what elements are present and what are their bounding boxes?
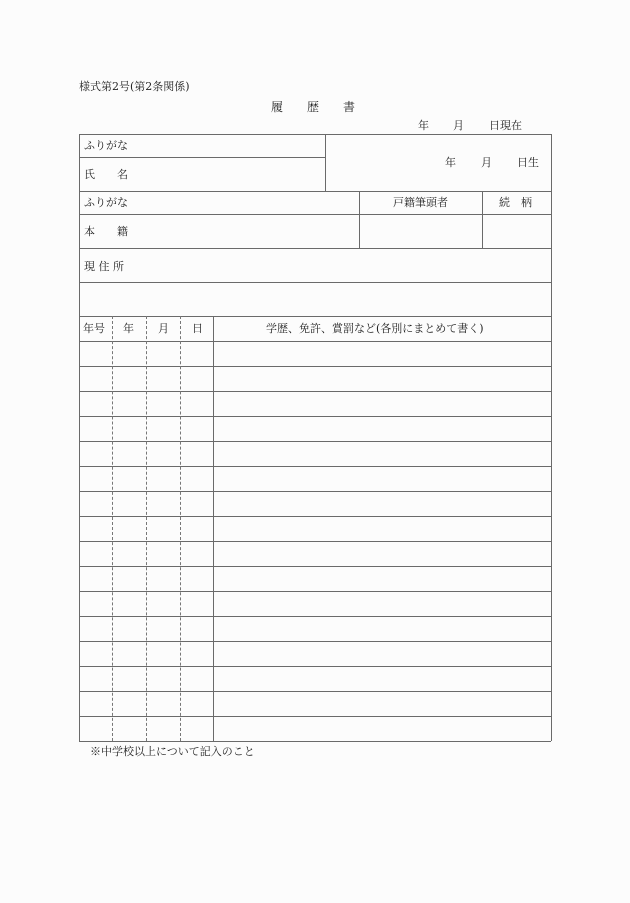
table-row[interactable] [80,342,550,366]
as-of-year: 年 [418,119,429,132]
as-of-day: 日現在 [489,119,522,132]
address-field[interactable] [80,283,550,315]
name-label: 氏 名 [84,168,128,181]
table-row[interactable] [80,567,550,591]
name-furigana-field[interactable] [140,135,324,156]
name-furigana-label: ふりがな [84,139,128,152]
history-header-day: 日 [192,322,203,335]
name-field[interactable] [140,158,324,190]
page-title: 履 歴 書 [271,100,356,114]
footnote: ※中学校以上について記入のこと [90,745,255,758]
table-row[interactable] [80,617,550,641]
as-of-month: 月 [453,119,464,132]
table-row[interactable] [80,692,550,716]
table-row[interactable] [80,517,550,541]
table-row[interactable] [80,492,550,516]
family-head-label: 戸籍筆頭者 [393,196,448,209]
domicile-furigana-label: ふりがな [84,196,128,209]
domicile-label: 本 籍 [84,225,128,238]
table-row[interactable] [80,392,550,416]
table-row[interactable] [80,442,550,466]
history-rows [80,342,550,741]
birth-date-field[interactable] [326,135,550,190]
table-row[interactable] [80,642,550,666]
form-label: 様式第2号(第2条関係) [79,80,190,93]
table-row[interactable] [80,717,550,741]
relationship-label: 続 柄 [499,196,532,209]
history-header-era: 年号 [83,322,105,335]
birth-day-label: 日生 [517,156,539,169]
address-label: 現 住 所 [84,260,124,273]
domicile-field[interactable] [140,215,358,247]
table-row[interactable] [80,467,550,491]
table-row[interactable] [80,542,550,566]
history-header-year: 年 [123,322,134,335]
birth-year-label: 年 [445,156,456,169]
history-header-details: 学歴、免許、賞罰など(各別にまとめて書く) [266,322,484,335]
family-head-field[interactable] [360,215,481,247]
table-row[interactable] [80,367,550,391]
table-row[interactable] [80,417,550,441]
relationship-field[interactable] [483,215,550,247]
birth-month-label: 月 [481,156,492,169]
history-header-month: 月 [158,322,169,335]
table-row[interactable] [80,667,550,691]
table-row[interactable] [80,592,550,616]
